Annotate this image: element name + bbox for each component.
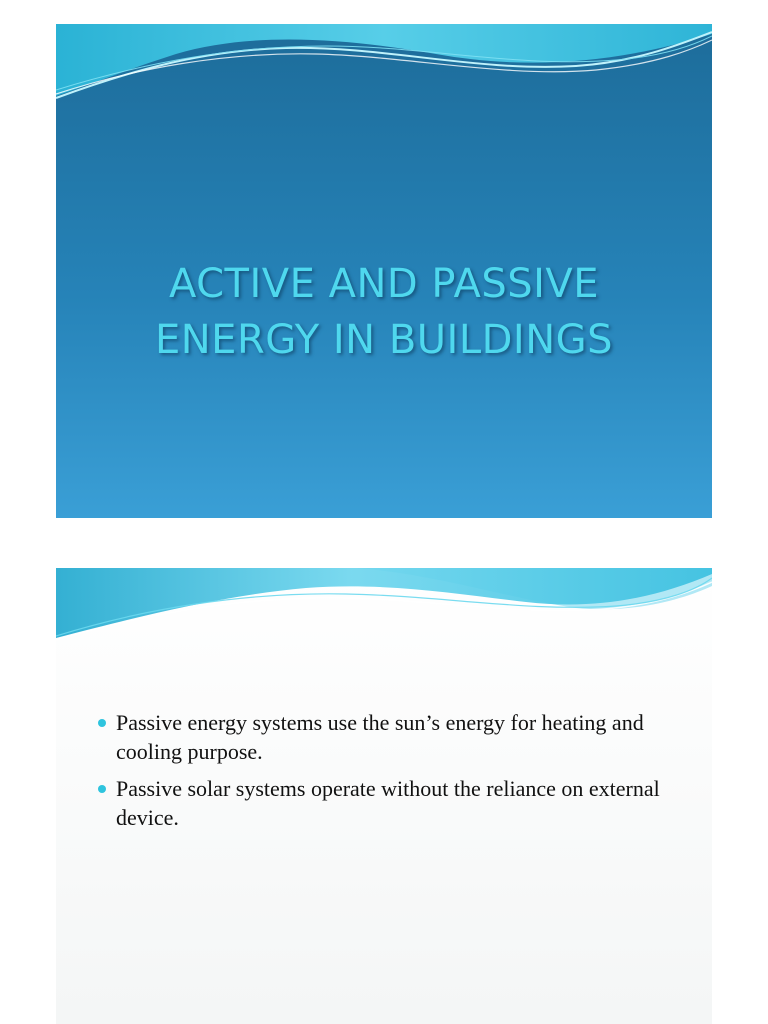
bullet-list [98, 708, 698, 840]
title-slide [56, 24, 712, 518]
bullet-text: Passive solar systems operate without the reliance on external device. [116, 776, 660, 830]
bullet-text: Passive energy systems use the sun’s energy for heating and cooling purpose. [116, 710, 644, 764]
list-item [98, 774, 698, 832]
list-item [98, 708, 698, 766]
decorative-wave-header [56, 568, 712, 648]
slide-title [56, 256, 712, 368]
decorative-wave-header [56, 24, 712, 114]
bullet-marker-icon [98, 785, 106, 793]
content-slide [56, 568, 712, 1024]
title-line-1: ACTIVE AND PASSIVE [168, 261, 600, 307]
title-line-2: ENERGY IN BUILDINGS [154, 317, 614, 363]
bullet-marker-icon [98, 719, 106, 727]
